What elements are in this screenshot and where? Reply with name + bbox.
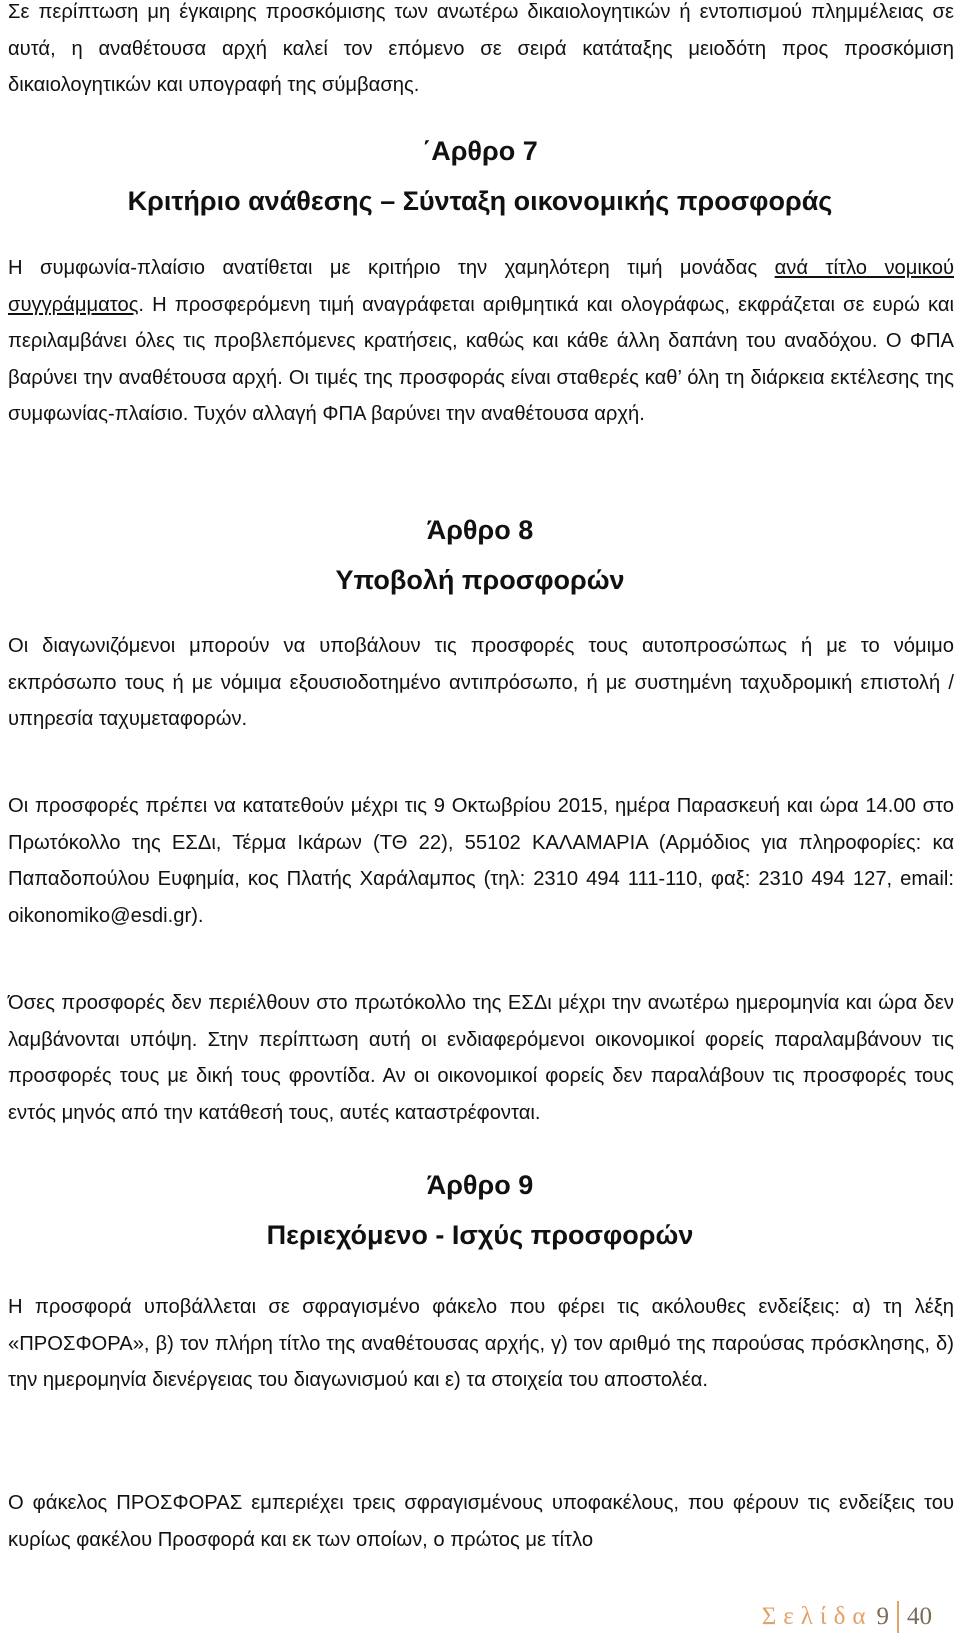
article-8-paragraph-2: Οι προσφορές πρέπει να κατατεθούν μέχρι τις 9 Οκτωβρίου 2015, ημέρα Παρασκευή και ώρα 14.00 στο Πρωτόκολλο της ΕΣΔι, Τέρμα Ικάρων (ΤΘ 22), 55102 ΚΑΛΑΜΑΡΙΑ (Αρμόδιος για πληροφορίες: κα Παπαδοπούλου Ευφημία, κος Πλατής Χαράλαμπος (τηλ: 2310 494 111-110, φαξ: 2310 494 127, email: oikonomiko@esdi.gr).: [8, 795, 954, 927]
article-7-underlined-text: ανά τίτλο νομικού συγγράμματος: [8, 257, 954, 316]
article-8-title: Υποβολή προσφορών: [335, 565, 625, 595]
intro-paragraph: Σε περίπτωση μη έγκαιρης προσκόμισης των ανωτέρω δικαιολογητικών ή εντοπισμού πλημμέλειας σε αυτά, η αναθέτουσα αρχή καλεί τον επόμενο σε σειρά κατάταξης μειοδότη προς προσκόμιση δικαιολογητικών και υπογραφή της σύμβασης.: [8, 1, 954, 96]
page-separator: [897, 1601, 899, 1633]
article-9-paragraph-2: Ο φάκελος ΠΡΟΣΦΟΡΑΣ εμπεριέχει τρεις σφραγισμένους υποφακέλους, που φέρουν τις ενδείξεις του κυρίως φακέλου Προσφορά και εκ των οποίων, ο πρώτος με τίτλο: [8, 1492, 954, 1551]
article-7-text-start: Η συμφωνία-πλαίσιο ανατίθεται με κριτήριο την χαμηλότερη τιμή μονάδας: [8, 257, 775, 279]
article-9-title: Περιεχόμενο - Ισχύς προσφορών: [266, 1220, 694, 1250]
article-7-number: ΄Αρθρο 7: [422, 136, 538, 166]
article-8-paragraph-3: Όσες προσφορές δεν περιέλθουν στο πρωτόκολλο της ΕΣΔι μέχρι την ανωτέρω ημερομηνία και ώρα δεν λαμβάνονται υπόψη. Στην περίπτωση αυτή οι ενδιαφερόμενοι οικονομικοί φορείς παραλαμβάνουν τις προσφορές τους με δική τους φροντίδα. Αν οι οικονομικοί φορείς δεν παραλάβουν τις προσφορές τους εντός μηνός από την κατάθεσή τους, αυτές καταστρέφονται.: [8, 992, 954, 1124]
article-9-heading: [0, 1160, 960, 1260]
article-8-number: Άρθρο 8: [426, 515, 534, 545]
page-total: 40: [907, 1603, 932, 1630]
article-8-paragraph-1: Οι διαγωνιζόμενοι μπορούν να υποβάλουν τις προσφορές τους αυτοπροσώπως ή με το νόμιμο εκπρόσωπο τους ή με νόμιμα εξουσιοδοτημένο αντιπρόσωπο, ή με συστημένη ταχυδρομική επιστολή / υπηρεσία ταχυμεταφορών.: [8, 635, 954, 730]
article-7-heading: [0, 126, 960, 226]
article-7-title: Κριτήριο ανάθεσης – Σύνταξη οικονομικής προσφοράς: [127, 186, 833, 216]
article-9-number: Άρθρο 9: [426, 1170, 534, 1200]
page-number: 9: [876, 1603, 889, 1630]
page-label: Σελίδα: [761, 1603, 873, 1630]
article-7-paragraph: [8, 250, 954, 433]
article-8-heading: [0, 505, 960, 605]
page-footer: [762, 1600, 932, 1634]
article-9-paragraph-1: Η προσφορά υποβάλλεται σε σφραγισμένο φάκελο που φέρει τις ακόλουθες ενδείξεις: α) τη λέξη «ΠΡΟΣΦΟΡΑ», β) τον πλήρη τίτλο της αναθέτουσας αρχής, γ) τον αριθμό της παρούσας πρόσκλησης, δ) την ημερομηνία διενέργειας του διαγωνισμού και ε) τα στοιχεία του αποστολέα.: [8, 1296, 954, 1391]
article-7-text-end: . Η προσφερόμενη τιμή αναγράφεται αριθμητικά και ολογράφως, εκφράζεται σε ευρώ και περιλαμβάνει όλες τις προβλεπόμενες κρατήσεις, καθώς και κάθε άλλη δαπάνη του αναδόχου. Ο ΦΠΑ βαρύνει την αναθέτουσα αρχή. Οι τιμές της προσφοράς είναι σταθερές καθ’ όλη τη διάρκεια εκτέλεσης της συμφωνίας-πλαίσιο. Τυχόν αλλαγή ΦΠΑ βαρύνει την αναθέτουσα αρχή.: [8, 293, 954, 425]
